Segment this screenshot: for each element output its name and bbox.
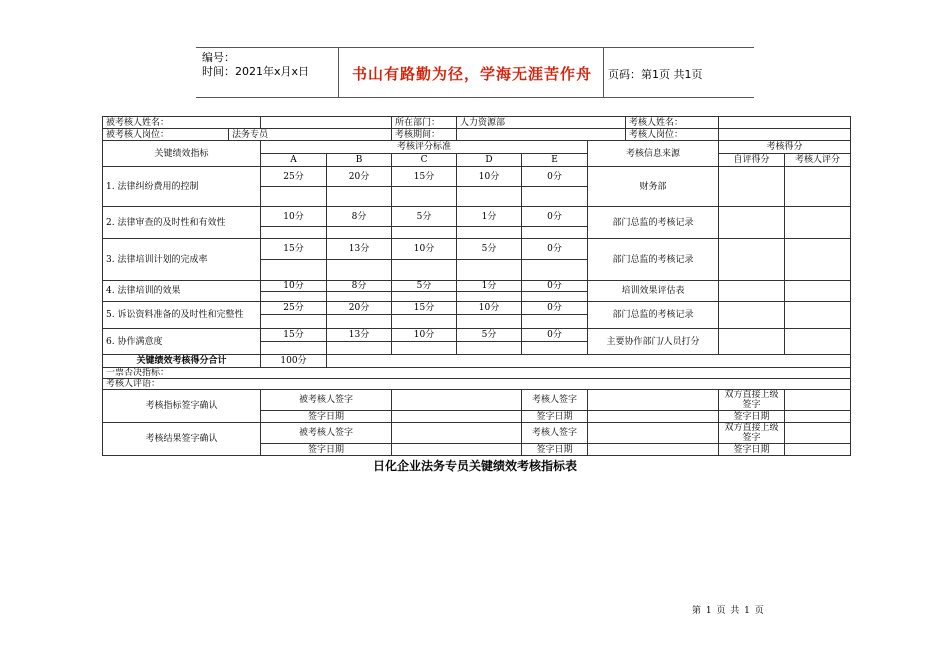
sign-date-field[interactable]: [392, 411, 522, 423]
grade-header: E: [522, 154, 588, 167]
grade-score: 13分: [327, 239, 392, 260]
grade-score: 15分: [392, 167, 457, 187]
examiner-sign-field[interactable]: [588, 390, 719, 411]
grade-score: 1分: [457, 281, 522, 292]
total-label: 关键绩效考核得分合计: [103, 355, 261, 368]
examiner-post-label: 考核人岗位：: [626, 129, 719, 141]
subject-post-value: 法务专员: [229, 129, 392, 141]
grade-score: 0分: [522, 302, 588, 315]
grade-score: 10分: [392, 239, 457, 260]
subject-name-label: 被考核人姓名：: [103, 117, 261, 129]
document-time: 时间：2021年x月x日: [202, 65, 310, 78]
sign-date-label: 签字日期: [719, 411, 785, 423]
grade-score: 15分: [261, 239, 327, 260]
grade-score: 5分: [457, 239, 522, 260]
self-score-cell[interactable]: [719, 239, 785, 281]
table-row: [103, 281, 851, 292]
kpi-name: 2. 法律审查的及时性和有效性: [103, 207, 261, 239]
kpi-name: 3. 法律培训计划的完成率: [103, 239, 261, 281]
sign-date-label: 签字日期: [522, 444, 588, 456]
sign-date-label: 签字日期: [261, 411, 392, 423]
superior-sign-field[interactable]: [785, 423, 851, 444]
comment-label: 考核人评语：: [103, 379, 851, 390]
sign-date-field[interactable]: [392, 444, 522, 456]
self-score-cell[interactable]: [719, 281, 785, 302]
examiner-sign-field[interactable]: [588, 423, 719, 444]
score-header: 考核得分: [719, 141, 851, 154]
superior-sign-field[interactable]: [785, 390, 851, 411]
grade-score: 0分: [522, 329, 588, 342]
kpi-source: 财务部: [588, 167, 719, 207]
department-label: 所在部门：: [392, 117, 457, 129]
sign-date-field[interactable]: [785, 444, 851, 456]
document-header: [196, 47, 754, 98]
grade-score: 5分: [392, 207, 457, 227]
grade-score: 20分: [327, 302, 392, 315]
table-row: [103, 239, 851, 260]
kpi-name: 1. 法律纠纷费用的控制: [103, 167, 261, 207]
examiner-score-cell[interactable]: [785, 281, 851, 302]
signoff-label: 考核指标签字确认: [103, 390, 261, 423]
table-row: [103, 329, 851, 342]
grade-score: 8分: [327, 207, 392, 227]
document-number: 编号：: [202, 51, 235, 64]
self-score-cell[interactable]: [719, 302, 785, 329]
table-row: [103, 167, 851, 187]
self-score-cell[interactable]: [719, 207, 785, 239]
header-divider: [603, 48, 604, 97]
kpi-name: 5. 诉讼资料准备的及时性和完整性: [103, 302, 261, 329]
standard-header: 考核评分标准: [261, 141, 588, 154]
grade-score: 10分: [392, 329, 457, 342]
grade-score: 25分: [261, 302, 327, 315]
total-value: 100分: [261, 355, 327, 368]
header-meta: [202, 51, 309, 79]
subject-sign-label: 被考核人签字: [261, 390, 392, 411]
sign-date-label: 签字日期: [522, 411, 588, 423]
grade-score: 10分: [457, 302, 522, 315]
kpi-name: 6. 协作满意度: [103, 329, 261, 355]
subject-post-label: 被考核人岗位：: [103, 129, 229, 141]
examiner-post-value[interactable]: [719, 129, 851, 141]
grade-score: 15分: [392, 302, 457, 315]
period-label: 考核期间：: [392, 129, 457, 141]
veto-label: 一票否决指标：: [103, 368, 851, 379]
info-row: [103, 117, 851, 129]
subject-sign-field[interactable]: [392, 423, 522, 444]
grade-score: 1分: [457, 207, 522, 227]
sign-date-field[interactable]: [785, 411, 851, 423]
kpi-header: 关键绩效指标: [103, 141, 261, 167]
examiner-sign-label: 考核人签字: [522, 423, 588, 444]
grade-score: 15分: [261, 329, 327, 342]
veto-row: [103, 368, 851, 379]
grade-score: 5分: [392, 281, 457, 292]
grade-header: D: [457, 154, 522, 167]
grade-score: 25分: [261, 167, 327, 187]
examiner-sign-label: 考核人签字: [522, 390, 588, 411]
grade-header: B: [327, 154, 392, 167]
examiner-name-value[interactable]: [719, 117, 851, 129]
self-score-cell[interactable]: [719, 329, 785, 355]
sign-date-label: 签字日期: [261, 444, 392, 456]
source-header: 考核信息来源: [588, 141, 719, 167]
info-row: [103, 129, 851, 141]
examiner-score-cell[interactable]: [785, 167, 851, 207]
grade-score: 10分: [261, 281, 327, 292]
grade-score: 0分: [522, 167, 588, 187]
sign-date-field[interactable]: [588, 411, 719, 423]
superior-sign-label: 双方直接上级签字: [719, 423, 785, 444]
subject-sign-label: 被考核人签字: [261, 423, 392, 444]
grade-score: 0分: [522, 239, 588, 260]
period-value[interactable]: [457, 129, 626, 141]
grade-score: 20分: [327, 167, 392, 187]
table-header-row: [103, 141, 851, 154]
grade-header: A: [261, 154, 327, 167]
signoff-row: [103, 423, 851, 444]
examiner-score-cell[interactable]: [785, 207, 851, 239]
comment-row: [103, 379, 851, 390]
subject-name-value[interactable]: [261, 117, 392, 129]
kpi-source: 主要协作部门/人员打分: [588, 329, 719, 355]
examiner-name-label: 考核人姓名：: [626, 117, 719, 129]
grade-score: 8分: [327, 281, 392, 292]
page-footer: 第 1 页 共 1 页: [692, 606, 765, 616]
self-score-header: 自评得分: [719, 154, 785, 167]
grade-score: 0分: [522, 207, 588, 227]
header-page-number: 页码：第1页 共1页: [608, 67, 703, 81]
subject-sign-field[interactable]: [392, 390, 522, 411]
examiner-score-header: 考核人评分: [785, 154, 851, 167]
examiner-score-cell[interactable]: [785, 302, 851, 329]
self-score-cell[interactable]: [719, 167, 785, 207]
grade-score: 13分: [327, 329, 392, 342]
table-row: [103, 207, 851, 227]
grade-score: 10分: [261, 207, 327, 227]
signoff-label: 考核结果签字确认: [103, 423, 261, 456]
examiner-score-cell[interactable]: [785, 329, 851, 355]
kpi-table: [102, 116, 851, 456]
header-divider: [338, 48, 339, 97]
table-caption: 日化企业法务专员关键绩效考核指标表: [372, 459, 577, 473]
kpi-source: 培训效果评估表: [588, 281, 719, 302]
signoff-row: [103, 390, 851, 411]
kpi-name: 4. 法律培训的效果: [103, 281, 261, 302]
grade-score: 5分: [457, 329, 522, 342]
grade-header: C: [392, 154, 457, 167]
grade-score: 10分: [457, 167, 522, 187]
kpi-source: 部门总监的考核记录: [588, 302, 719, 329]
sign-date-field[interactable]: [588, 444, 719, 456]
kpi-source: 部门总监的考核记录: [588, 207, 719, 239]
superior-sign-label: 双方直接上级签字: [719, 390, 785, 411]
kpi-source: 部门总监的考核记录: [588, 239, 719, 281]
header-motto: 书山有路勤为径，学海无涯苦作舟: [351, 65, 592, 83]
sign-date-label: 签字日期: [719, 444, 785, 456]
examiner-score-cell[interactable]: [785, 239, 851, 281]
department-value: 人力资源部: [457, 117, 626, 129]
total-row: [103, 355, 851, 368]
table-row: [103, 302, 851, 315]
grade-score: 0分: [522, 281, 588, 292]
